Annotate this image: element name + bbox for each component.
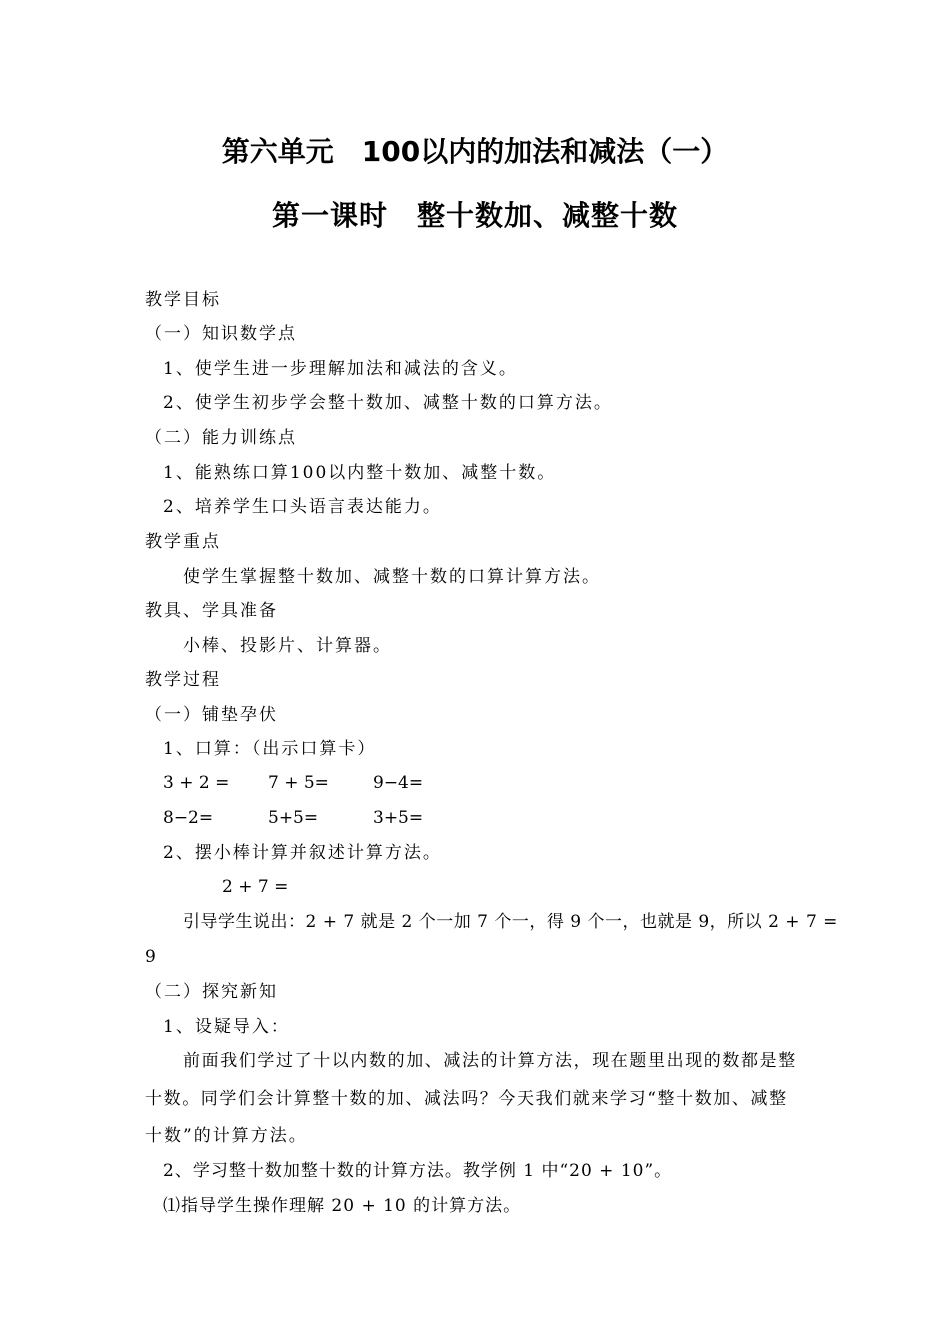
intro-heading: 1、设疑导入： xyxy=(163,1017,290,1037)
intro-paragraph-line-3: 十数”的计算方法。 xyxy=(145,1126,308,1146)
knowledge-item-1: 1、使学生进一步理解加法和减法的含义。 xyxy=(163,359,518,379)
guide-line-2: 9 xyxy=(145,947,158,967)
prep-heading: （一）铺垫孕伏 xyxy=(145,705,278,725)
tools-text: 小棒、投影片、计算器。 xyxy=(183,636,392,656)
intro-paragraph-line-1: 前面我们学过了十以内数的加、减法的计算方法，现在题里出现的数都是整 xyxy=(183,1051,797,1071)
knowledge-heading: （一）知识数学点 xyxy=(145,324,297,344)
key-text: 使学生掌握整十数加、减整十数的口算计算方法。 xyxy=(183,567,601,587)
unit-title: 第六单元 100以内的加法和减法（一） xyxy=(221,135,729,168)
guide-line-1: 引导学生说出：2 + 7 就是 2 个一加 7 个一，得 9 个一，也就是 9，所以 2 + 7 = xyxy=(183,912,838,932)
key-heading: 教学重点 xyxy=(145,532,221,552)
tools-heading: 教具、学具准备 xyxy=(145,601,278,621)
learn-heading: 2、学习整十数加整十数的计算方法。教学例 1 中“20 + 10”。 xyxy=(163,1161,673,1181)
explore-heading: （二）探究新知 xyxy=(145,982,278,1002)
process-heading: 教学过程 xyxy=(145,670,221,690)
ability-item-1: 1、能熟练口算100以内整十数加、减整十数。 xyxy=(163,463,557,483)
calc-row-1-item-3: 9−4= xyxy=(373,773,424,793)
knowledge-item-2: 2、使学生初步学会整十数加、减整十数的口算方法。 xyxy=(163,393,613,413)
intro-paragraph-line-2: 十数。同学们会计算整十数的加、减法吗？今天我们就来学习“整十数加、减整 xyxy=(145,1089,788,1109)
oral-heading: 1、口算：（出示口算卡） xyxy=(163,739,377,759)
learn-item-1: ⑴指导学生操作理解 20 + 10 的计算方法。 xyxy=(163,1196,522,1216)
calc-row-2-item-1: 8−2= xyxy=(163,808,214,828)
ability-item-2: 2、培养学生口头语言表达能力。 xyxy=(163,497,442,517)
sticks-equation: 2 + 7 = xyxy=(222,877,289,897)
ability-heading: （二）能力训练点 xyxy=(145,428,297,448)
objectives-heading: 教学目标 xyxy=(145,290,221,310)
calc-row-2-item-3: 3+5= xyxy=(373,808,424,828)
calc-row-1-item-1: 3 + 2 = xyxy=(163,773,230,793)
calc-row-1-item-2: 7 + 5= xyxy=(268,773,329,793)
lesson-title: 第一课时 整十数加、减整十数 xyxy=(271,199,678,232)
sticks-heading: 2、摆小棒计算并叙述计算方法。 xyxy=(163,843,442,863)
calc-row-2-item-2: 5+5= xyxy=(268,808,319,828)
